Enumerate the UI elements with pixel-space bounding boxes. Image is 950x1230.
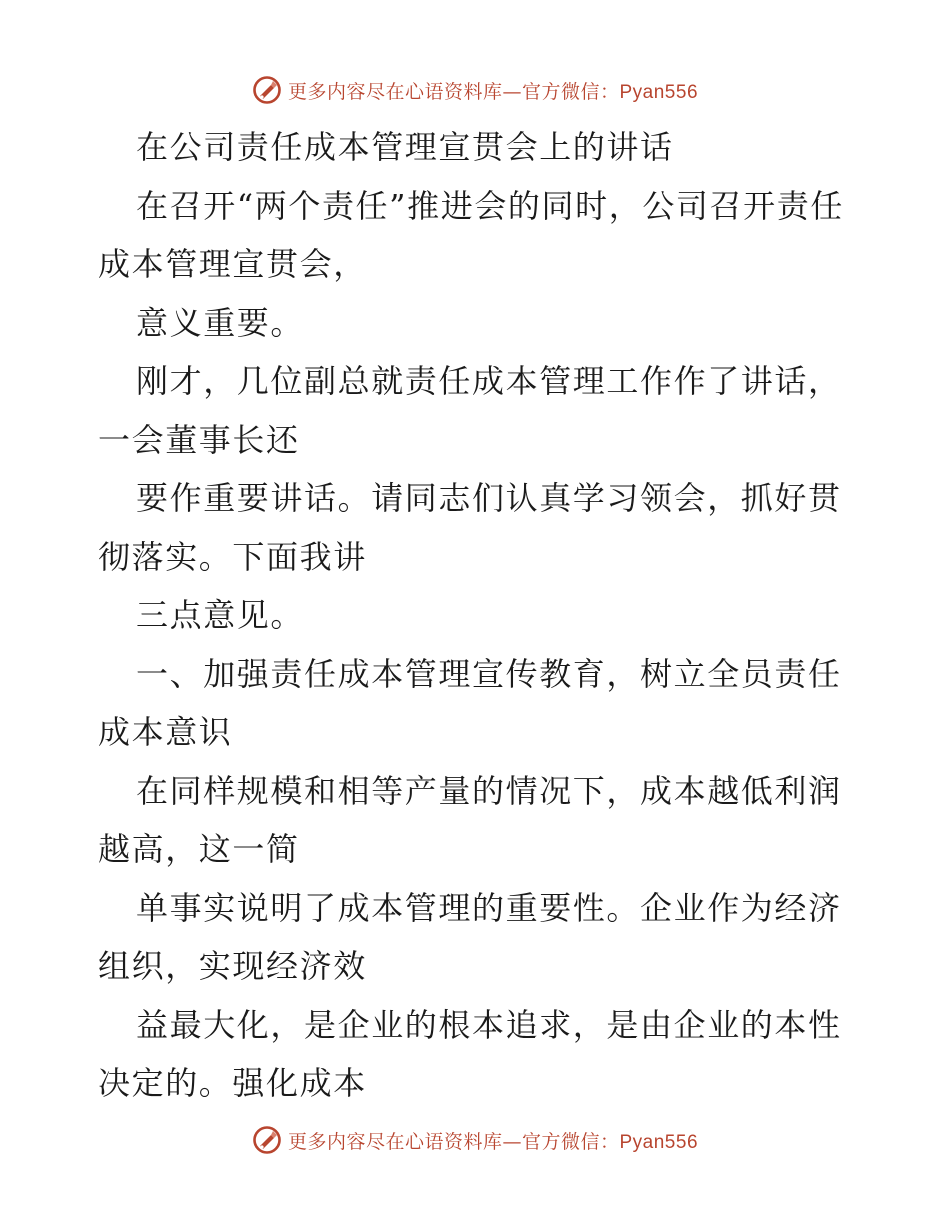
pen-circle-logo-icon [252,75,282,105]
paragraph: 三点意见。 [136,596,305,634]
paragraph: 益最大化，是企业的根本追求，是由企业的本性决定的。强化成本 [98,1005,842,1102]
header-wechat-id: Pyan556 [619,81,699,103]
paragraph: 在同样规模和相等产量的情况下，成本越低利润越高，这一简 [98,771,842,868]
footer-wechat-id: Pyan556 [619,1131,699,1153]
header-banner-text: 更多内容尽在心语资料库—官方微信：Pyan556 [287,80,699,103]
document-body [98,118,853,1113]
paragraph: 在召开“两个责任”推进会的同时，公司召开责任成本管理宣贯会， [98,186,844,283]
section-heading: 一、加强责任成本管理宣传教育，树立全员责任成本意识 [98,654,842,751]
footer-banner-text: 更多内容尽在心语资料库—官方微信：Pyan556 [287,1130,699,1153]
pen-circle-logo-icon [252,1125,282,1155]
footer-banner [0,1120,950,1160]
paragraph: 要作重要讲话。请同志们认真学习领会，抓好贯彻落实。下面我讲 [98,479,842,576]
paragraph: 意义重要。 [136,303,305,342]
header-banner [0,70,950,110]
paragraph: 单事实说明了成本管理的重要性。企业作为经济组织，实现经济效 [98,888,842,985]
paragraph: 刚才，几位副总就责任成本管理工作作了讲话，一会董事长还 [98,362,842,459]
document-title: 在公司责任成本管理宣贯会上的讲话 [136,128,674,166]
